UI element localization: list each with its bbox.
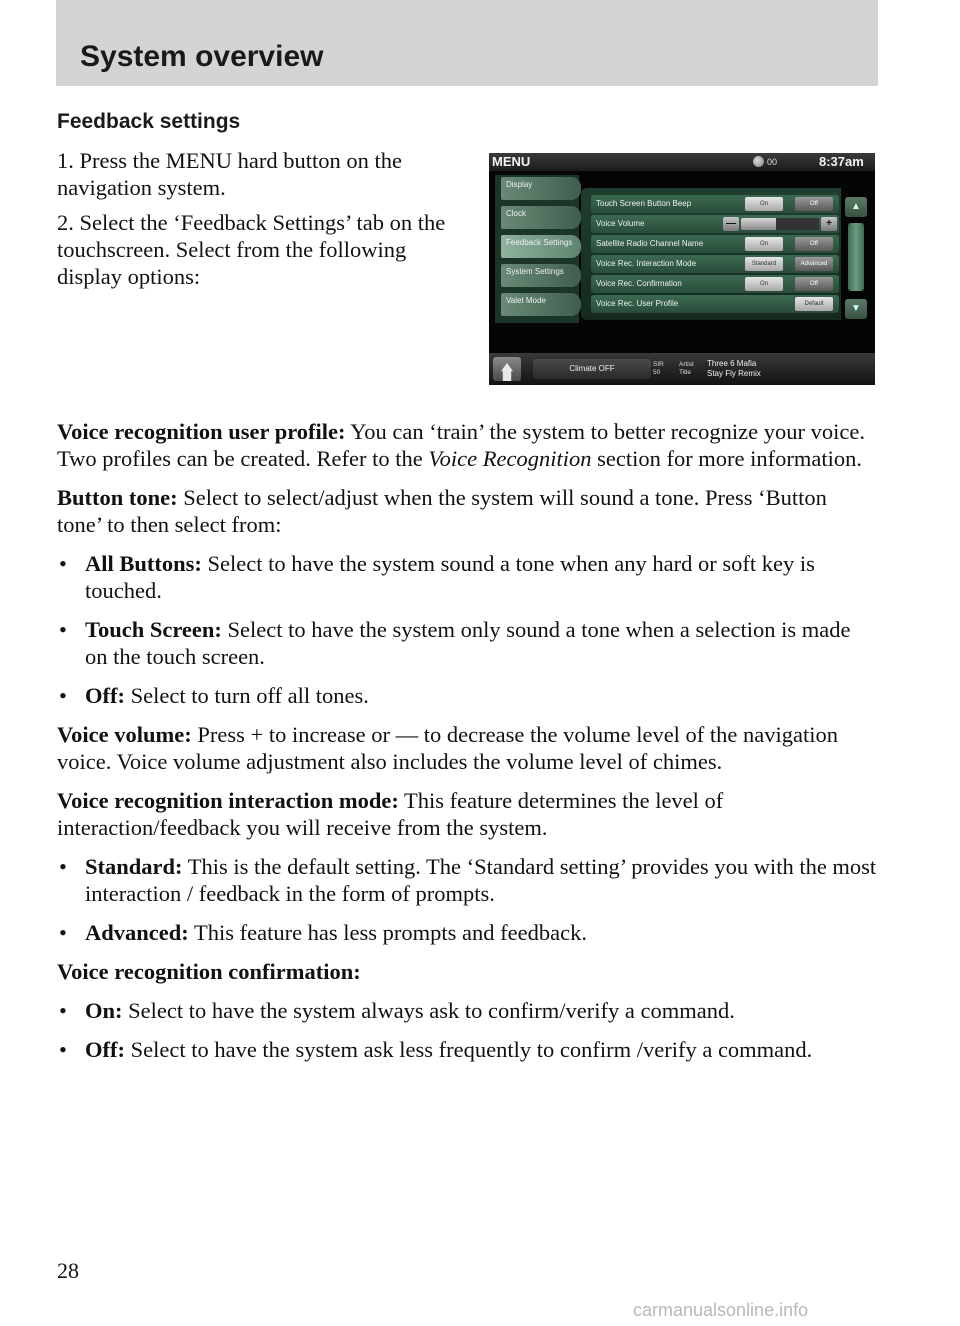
screen-menu-title: MENU (492, 154, 531, 169)
row-confirmation (591, 275, 839, 293)
bullet-item (57, 997, 877, 1024)
climate-button[interactable]: Climate OFF (533, 359, 651, 379)
paragraph-confirmation (57, 958, 877, 985)
bullet-item (57, 550, 877, 604)
channel-label: SIR (653, 361, 664, 368)
bullet-text: This feature has less prompts and feedback. (188, 920, 587, 945)
term-label: Advanced: (85, 920, 189, 945)
section-reference: Voice Recognition (428, 446, 592, 471)
paragraph-text: This feature determines the level of interaction/feedback you will receive from the system. (57, 788, 724, 840)
confirmation-on-button[interactable]: On (745, 277, 783, 291)
term-label: Standard: (85, 854, 183, 879)
volume-slider[interactable] (741, 218, 819, 230)
tab-feedback-settings[interactable]: Feedback Settings (501, 235, 581, 258)
globe-icon (753, 156, 764, 167)
tab-clock[interactable]: Clock (501, 206, 581, 229)
row-interaction-mode (591, 255, 839, 273)
term-label: Button tone: (57, 485, 178, 510)
navigation-screenshot (489, 153, 875, 385)
row-touch-screen-beep (591, 195, 839, 213)
artist-title-labels (679, 361, 694, 377)
tab-valet-mode[interactable]: Valet Mode (501, 293, 581, 316)
screen-clock: 8:37am (819, 154, 864, 169)
bullet-item (57, 616, 877, 670)
bullet-icon: • (59, 854, 67, 879)
bullet-icon: • (59, 551, 67, 576)
row-label: Voice Rec. Interaction Mode (596, 259, 697, 268)
paragraph-text: Select to select/adjust when the system will sound a tone. Press ‘Button tone’ to then select from: (57, 485, 827, 537)
screen-bottom-bar (489, 353, 875, 385)
page-number: 28 (57, 1258, 79, 1283)
bullet-item (57, 853, 877, 907)
bullet-text: Select to have the system ask less frequently to confirm /verify a command. (124, 1037, 813, 1062)
paragraph-button-tone (57, 484, 877, 538)
bullet-item (57, 919, 877, 946)
volume-level-fill (741, 218, 776, 230)
screen-tab-panel (495, 175, 579, 323)
watermark: carmanualsonline.info (633, 1300, 809, 1320)
screen-settings-content (581, 188, 841, 320)
bullet-icon: • (59, 683, 67, 708)
term-label: Voice recognition confirmation: (57, 959, 361, 984)
artist-name: Three 6 Mafia (707, 359, 757, 368)
bullet-text: Select to have the system sound a tone when any hard or soft key is touched. (85, 551, 815, 603)
paragraph-text: Press + to increase or — to decrease the volume level of the navigation voice. Voice volume adjustment also includes the volume level of chimes. (57, 722, 839, 774)
scroll-down-icon[interactable]: ▼ (845, 299, 867, 319)
paragraph-interaction-mode (57, 787, 877, 841)
section-title: Feedback settings (57, 110, 241, 133)
screen-scrollbar[interactable] (845, 197, 867, 321)
term-label: Touch Screen: (85, 617, 222, 642)
row-user-profile (591, 295, 839, 313)
bullet-icon: • (59, 998, 67, 1023)
now-playing (707, 359, 761, 379)
step-1: 1. Press the MENU hard button on the navigation system. (57, 148, 402, 200)
term-label: Voice volume: (57, 722, 192, 747)
paragraph-vr-user-profile (57, 418, 877, 472)
bullet-item (57, 682, 877, 709)
tab-display[interactable]: Display (501, 177, 581, 200)
screen-status: 00 (767, 157, 778, 167)
step-2: 2. Select the ‘Feedback Settings’ tab on the touchscreen. Select from the following display options: (57, 210, 446, 289)
row-label: Voice Rec. Confirmation (596, 279, 682, 288)
beep-on-button[interactable]: On (745, 197, 783, 211)
term-label: Voice recognition interaction mode: (57, 788, 399, 813)
volume-plus-button[interactable]: + (821, 217, 837, 231)
bullet-icon: • (59, 920, 67, 945)
term-label: Off: (85, 1037, 125, 1062)
row-label: Voice Volume (596, 219, 645, 228)
channel-name-off-button[interactable]: Off (795, 237, 833, 251)
song-title: Stay Fly Remix (707, 369, 761, 378)
paragraph-voice-volume (57, 721, 877, 775)
bullet-text: Select to have the system always ask to confirm/verify a command. (122, 998, 735, 1023)
advanced-button[interactable]: Advanced (795, 257, 833, 271)
page-header-title: System overview (80, 40, 324, 73)
bullet-icon: • (59, 617, 67, 642)
term-label: All Buttons: (85, 551, 202, 576)
paragraph-text: section for more information. (591, 446, 863, 471)
tab-system-settings[interactable]: System Settings (501, 264, 581, 287)
row-label: Satellite Radio Channel Name (596, 239, 704, 248)
row-satellite-channel-name (591, 235, 839, 253)
channel-name-on-button[interactable]: On (745, 237, 783, 251)
term-label: Off: (85, 683, 125, 708)
beep-off-button[interactable]: Off (795, 197, 833, 211)
scroll-up-icon[interactable]: ▲ (845, 197, 867, 217)
channel-info (653, 361, 664, 377)
bullet-text: This is the default setting. The ‘Standard setting’ provides you with the most interaction / feedback in the form of prompts. (85, 854, 877, 906)
bullet-item (57, 1036, 877, 1063)
artist-label: Artist (679, 361, 694, 368)
row-voice-volume (591, 215, 839, 233)
volume-minus-button[interactable]: — (723, 217, 739, 231)
paragraph-text: You can ‘train’ the system to better recognize your voice. Two profiles can be created. Refer to the (57, 419, 865, 471)
screen-top-bar (489, 153, 875, 171)
body-text (57, 418, 877, 1075)
default-profile-button[interactable]: Default (795, 297, 833, 311)
bullet-text: Select to have the system only sound a tone when a selection is made on the touch screen. (85, 617, 851, 669)
row-label: Voice Rec. User Profile (596, 299, 679, 308)
term-label: On: (85, 998, 123, 1023)
bullet-icon: • (59, 1037, 67, 1062)
home-icon[interactable] (493, 357, 521, 381)
title-label: Title (679, 369, 692, 376)
row-label: Touch Screen Button Beep (596, 199, 692, 208)
standard-button[interactable]: Standard (745, 257, 783, 271)
channel-number: 50 (653, 369, 661, 376)
term-label: Voice recognition user profile: (57, 419, 346, 444)
scroll-thumb[interactable] (848, 223, 864, 291)
bullet-text: Select to turn off all tones. (124, 683, 369, 708)
confirmation-off-button[interactable]: Off (795, 277, 833, 291)
